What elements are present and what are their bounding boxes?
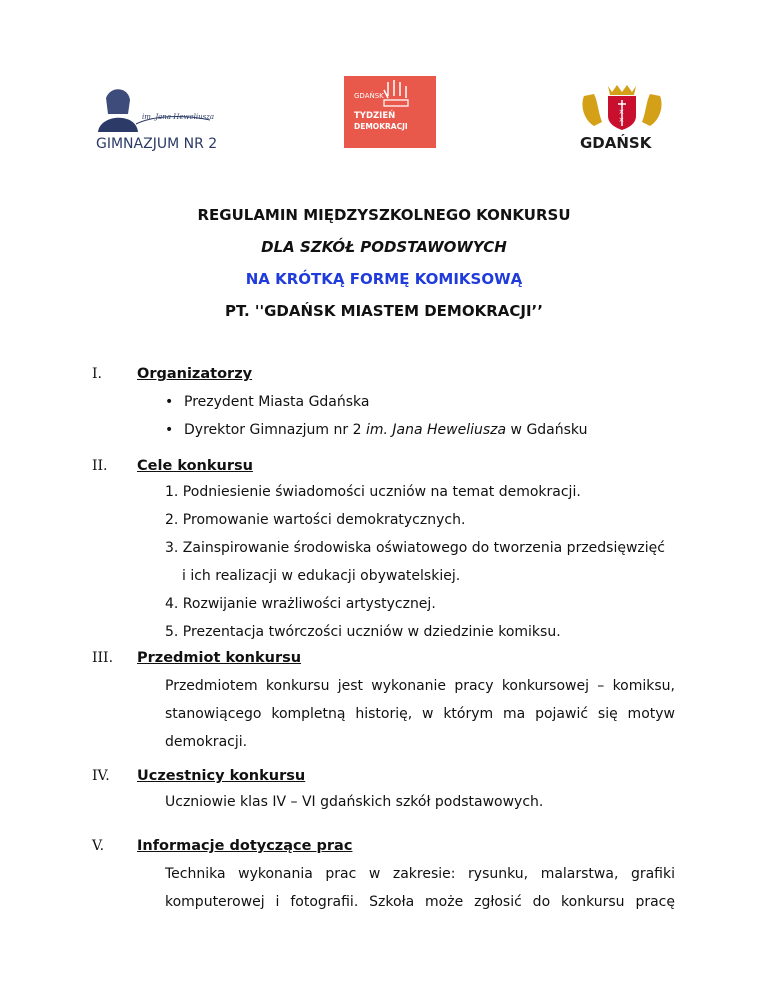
goal-item: 5. Prezentacja twórczości uczniów w dziedzinie komiksu.: [165, 624, 561, 640]
section-number-3: III.: [92, 650, 114, 666]
section-number-5: V.: [92, 838, 105, 854]
week-line3: DEMOKRACJI: [354, 122, 408, 131]
goal-item: 4. Rozwijanie wrażliwości artystycznej.: [165, 596, 436, 612]
section-number-4: IV.: [92, 768, 110, 784]
goal-item-continuation: i ich realizacji w edukacji obywatelskiej.: [182, 568, 461, 584]
bullet-icon: •: [165, 422, 174, 438]
svg-text:×: ×: [618, 116, 625, 124]
title-line-3: NA KRÓTKĄ FORMĘ KOMIKSOWĄ: [245, 270, 523, 288]
title-line-1: REGULAMIN MIĘDZYSZKOLNEGO KONKURSU: [197, 206, 571, 224]
subject-line: Przedmiotem konkursu jest wykonanie pracy konkursowej – komiksu,: [165, 678, 675, 694]
logo-row: [0, 76, 768, 156]
goal-item: 3. Zainspirowanie środowiska oświatowego do tworzenia przedsięwzięć: [165, 540, 665, 556]
gdansk-name-text: GDAŃSK: [580, 134, 652, 152]
section-heading-organizatorzy: Organizatorzy: [137, 366, 253, 382]
goal-item: 1. Podniesienie świadomości uczniów na temat demokracji.: [165, 484, 581, 500]
bullet-icon: •: [165, 394, 174, 410]
title-line-2: DLA SZKÓŁ PODSTAWOWYCH: [261, 238, 507, 256]
section-heading-informacje: Informacje dotyczące prac: [137, 838, 353, 854]
gimnazjum-logo: [92, 84, 220, 154]
info-line: komputerowej i fotografii. Szkoła może zgłosić do konkursu pracę: [165, 894, 675, 910]
goal-item: 2. Promowanie wartości demokratycznych.: [165, 512, 466, 528]
week-line1: GDAŃSK: [354, 92, 384, 100]
title-line-4: PT. ''GDAŃSK MIASTEM DEMOKRACJI’’: [225, 302, 543, 320]
section-heading-uczestnicy: Uczestnicy konkursu: [137, 768, 306, 784]
info-line: Technika wykonania prac w zakresie: rysunku, malarstwa, grafiki: [165, 866, 675, 882]
participants-text: Uczniowie klas IV – VI gdańskich szkół podstawowych.: [165, 794, 544, 810]
school-caption-text: GIMNAZJUM NR 2: [96, 136, 218, 152]
section-number-1: I.: [92, 366, 102, 382]
subject-line: demokracji.: [165, 734, 248, 750]
section-number-2: II.: [92, 458, 108, 474]
school-script-text: im. Jana Heweliusza: [142, 113, 215, 121]
svg-text:×: ×: [618, 108, 625, 116]
section-heading-przedmiot: Przedmiot konkursu: [137, 650, 302, 666]
tydzien-demokracji-logo: [344, 76, 436, 148]
week-line2: TYDZIEŃ: [354, 111, 396, 121]
gdansk-coat-of-arms: [576, 82, 668, 152]
subject-line: stanowiącego kompletną historię, w którym ma pojawić się motyw: [165, 706, 675, 722]
organizer-director: Dyrektor Gimnazjum nr 2 im. Jana Heweliusza w Gdańsku: [184, 422, 588, 438]
section-heading-cele: Cele konkursu: [137, 458, 253, 474]
organizer-president: Prezydent Miasta Gdańska: [184, 394, 370, 410]
